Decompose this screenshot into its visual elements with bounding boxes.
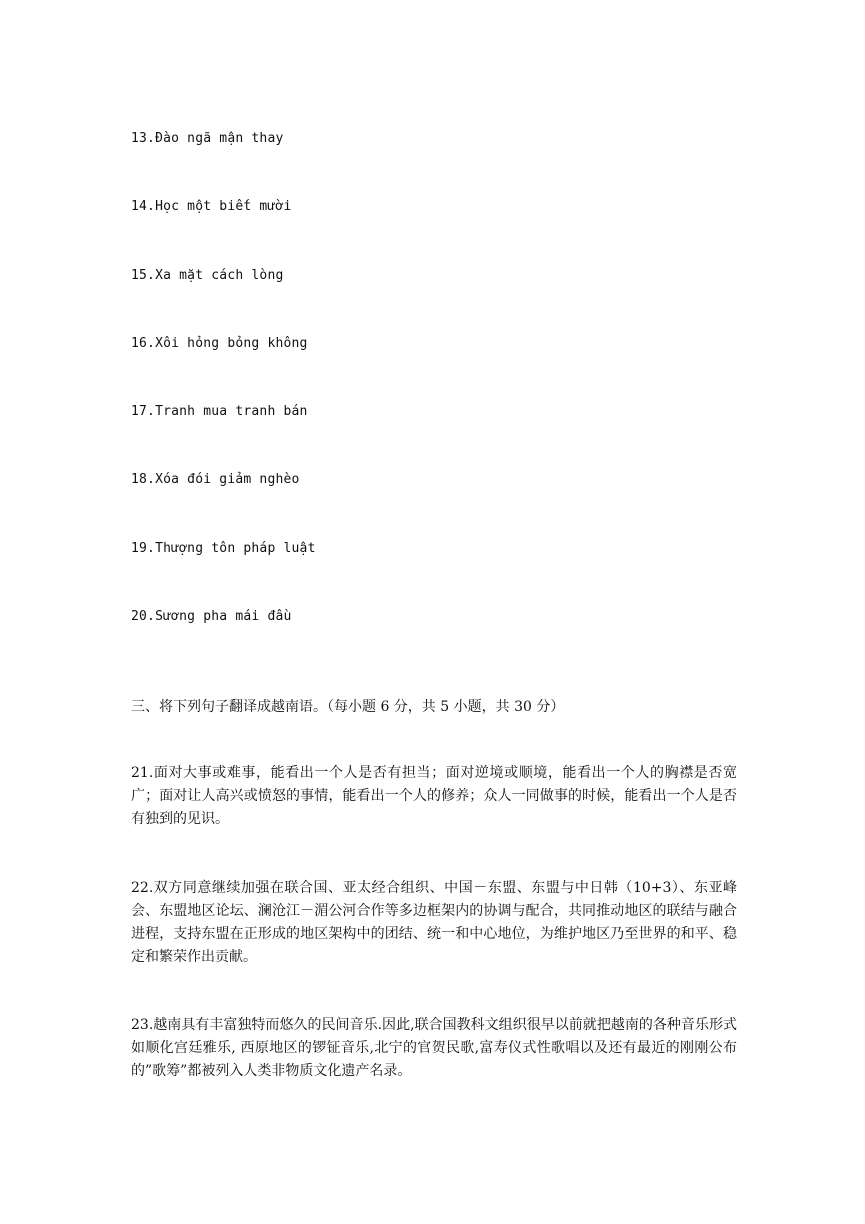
- question-23: 23.越南具有丰富独特而悠久的民间音乐.因此,联合国教科文组织很早以前就把越南的各种音乐形式如顺化宫廷雅乐, 西原地区的锣钲音乐,北宁的官贺民歌,富寿仪式性歌唱以及还有最近的刚刚公布的”歌筹”都被列入人类非物质文化遗产名录。: [131, 1017, 737, 1079]
- vocab-item-17: 17.Tranh mua tranh bán: [131, 404, 308, 419]
- question-22: 22.双方同意继续加强在联合国、亚太经合组织、中国－东盟、东盟与中日韩（10+3）、东亚峰会、东盟地区论坛、澜沧江－湄公河合作等多边框架内的协调与配合，共同推动地区的联结与融合进程，支持东盟在正形成的地区架构中的团结、统一和中心地位，为维护地区乃至世界的和平、稳定和繁荣作出贡献。: [131, 880, 737, 965]
- section-heading: 三、将下列句子翻译成越南语。（每小题 6 分，共 5 小题，共 30 分）: [131, 699, 565, 715]
- vocab-item-14: 14.Học một biết mười: [131, 199, 292, 214]
- vocab-item-19: 19.Thượng tôn pháp luật: [131, 541, 316, 556]
- vocab-item-18: 18.Xóa đói giảm nghèo: [131, 472, 300, 487]
- vocab-item-20: 20.Sương pha mái đầu: [131, 609, 292, 624]
- vocab-item-15: 15.Xa mặt cách lòng: [131, 268, 284, 283]
- vocab-item-13: 13.Đào ngã mận thay: [131, 131, 284, 146]
- vocab-item-16: 16.Xôi hỏng bỏng không: [131, 336, 308, 351]
- question-21: 21.面对大事或难事，能看出一个人是否有担当；面对逆境或顺境，能看出一个人的胸襟是否宽广；面对让人高兴或愤怒的事情，能看出一个人的修养；众人一同做事的时候，能看出一个人是否有独到的见识。: [131, 765, 737, 827]
